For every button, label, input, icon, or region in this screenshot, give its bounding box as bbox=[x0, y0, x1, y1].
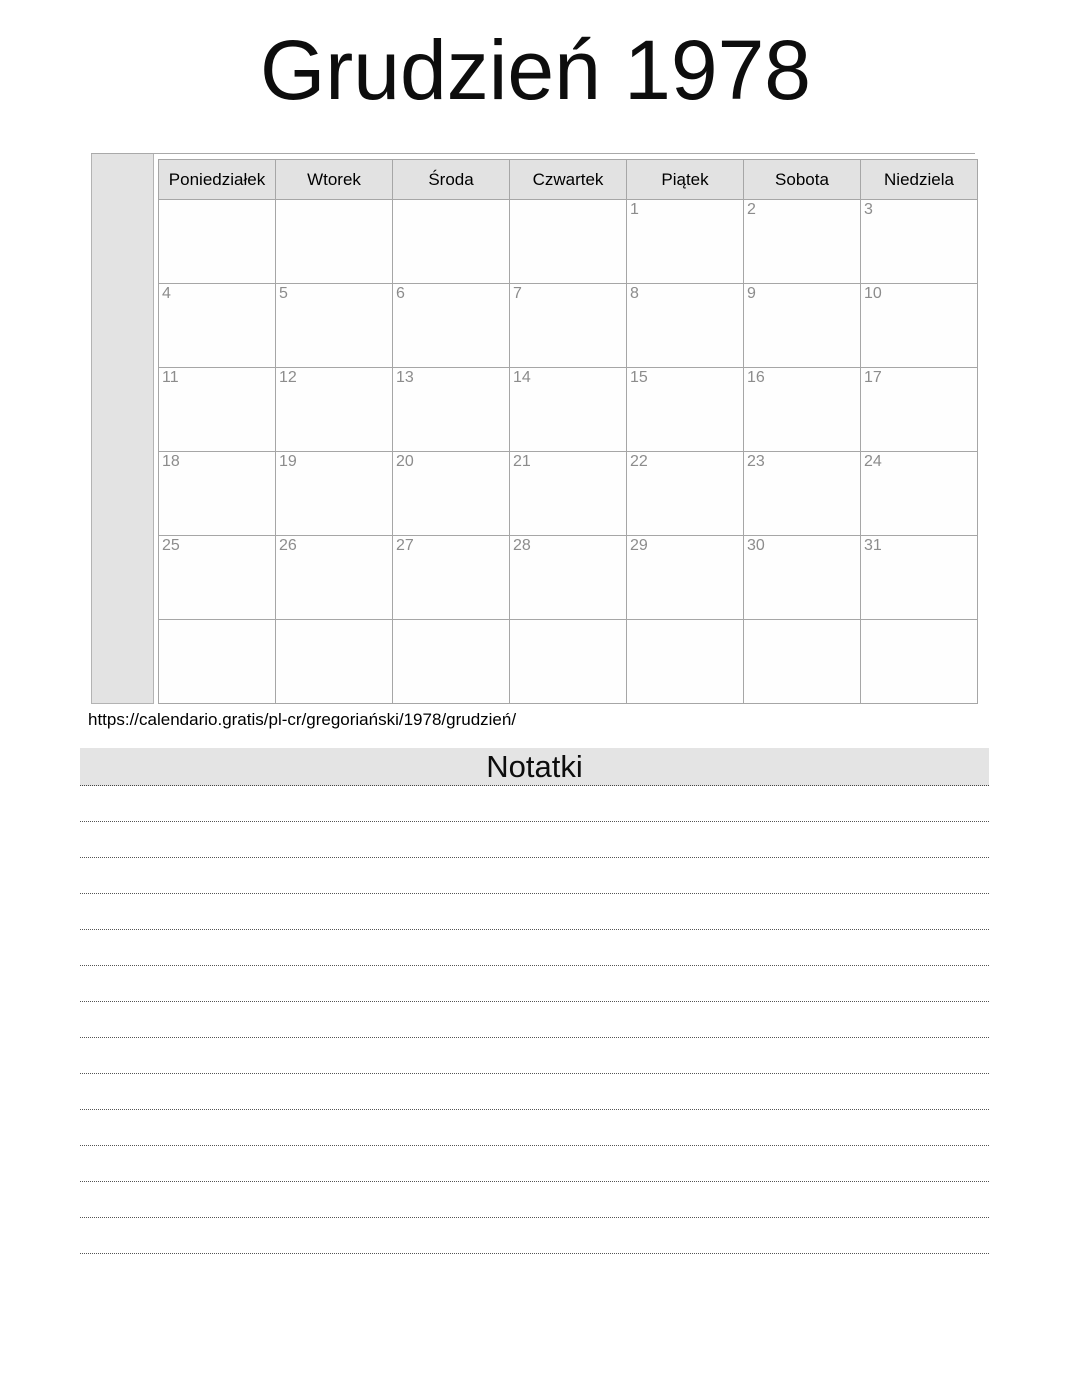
week-row bbox=[159, 284, 978, 368]
day-cell: 28 bbox=[510, 536, 627, 620]
weekday-header: Piątek bbox=[627, 160, 744, 200]
weekday-header: Niedziela bbox=[861, 160, 978, 200]
day-cell: 3 bbox=[861, 200, 978, 284]
week-row bbox=[159, 536, 978, 620]
day-cell: 4 bbox=[159, 284, 276, 368]
day-cell bbox=[159, 620, 276, 704]
day-cell: 6 bbox=[393, 284, 510, 368]
day-cell bbox=[393, 200, 510, 284]
calendar-table bbox=[158, 159, 978, 704]
notes-section bbox=[80, 748, 989, 1254]
day-cell bbox=[861, 620, 978, 704]
day-cell: 25 bbox=[159, 536, 276, 620]
day-cell: 16 bbox=[744, 368, 861, 452]
day-cell: 1 bbox=[627, 200, 744, 284]
note-line bbox=[80, 1182, 989, 1218]
weekday-header: Sobota bbox=[744, 160, 861, 200]
weekday-header: Poniedziałek bbox=[159, 160, 276, 200]
note-line bbox=[80, 894, 989, 930]
week-row bbox=[159, 452, 978, 536]
day-cell: 9 bbox=[744, 284, 861, 368]
day-cell bbox=[276, 200, 393, 284]
note-line bbox=[80, 1074, 989, 1110]
note-line bbox=[80, 1002, 989, 1038]
note-line bbox=[80, 1218, 989, 1254]
day-cell bbox=[510, 620, 627, 704]
day-cell: 2 bbox=[744, 200, 861, 284]
page-title: Grudzień 1978 bbox=[259, 23, 812, 117]
source-url: https://calendario.gratis/pl-cr/gregoriański/1978/grudzień/ bbox=[88, 710, 517, 729]
day-cell: 10 bbox=[861, 284, 978, 368]
day-cell: 17 bbox=[861, 368, 978, 452]
day-cell: 7 bbox=[510, 284, 627, 368]
day-cell: 12 bbox=[276, 368, 393, 452]
calendar-sidebar-column bbox=[91, 154, 154, 704]
week-row bbox=[159, 620, 978, 704]
note-line bbox=[80, 1146, 989, 1182]
day-cell bbox=[627, 620, 744, 704]
weekday-header: Wtorek bbox=[276, 160, 393, 200]
day-cell: 26 bbox=[276, 536, 393, 620]
day-cell: 27 bbox=[393, 536, 510, 620]
note-line bbox=[80, 858, 989, 894]
note-line bbox=[80, 786, 989, 822]
day-cell: 23 bbox=[744, 452, 861, 536]
note-line bbox=[80, 822, 989, 858]
notes-header: Notatki bbox=[80, 748, 989, 786]
day-cell: 20 bbox=[393, 452, 510, 536]
day-cell: 11 bbox=[159, 368, 276, 452]
day-cell: 5 bbox=[276, 284, 393, 368]
day-cell: 21 bbox=[510, 452, 627, 536]
day-cell: 13 bbox=[393, 368, 510, 452]
day-cell bbox=[159, 200, 276, 284]
week-row bbox=[159, 368, 978, 452]
day-cell bbox=[393, 620, 510, 704]
day-cell: 24 bbox=[861, 452, 978, 536]
day-cell bbox=[744, 620, 861, 704]
day-cell bbox=[510, 200, 627, 284]
day-cell: 22 bbox=[627, 452, 744, 536]
weekday-header-row bbox=[159, 160, 978, 200]
day-cell: 18 bbox=[159, 452, 276, 536]
day-cell: 8 bbox=[627, 284, 744, 368]
note-line bbox=[80, 930, 989, 966]
day-cell: 19 bbox=[276, 452, 393, 536]
note-line bbox=[80, 1110, 989, 1146]
day-cell: 31 bbox=[861, 536, 978, 620]
day-cell: 14 bbox=[510, 368, 627, 452]
day-cell bbox=[276, 620, 393, 704]
day-cell: 29 bbox=[627, 536, 744, 620]
note-line bbox=[80, 966, 989, 1002]
weekday-header: Czwartek bbox=[510, 160, 627, 200]
day-cell: 15 bbox=[627, 368, 744, 452]
week-row bbox=[159, 200, 978, 284]
day-cell: 30 bbox=[744, 536, 861, 620]
note-line bbox=[80, 1038, 989, 1074]
weekday-header: Środa bbox=[393, 160, 510, 200]
calendar bbox=[91, 153, 975, 704]
